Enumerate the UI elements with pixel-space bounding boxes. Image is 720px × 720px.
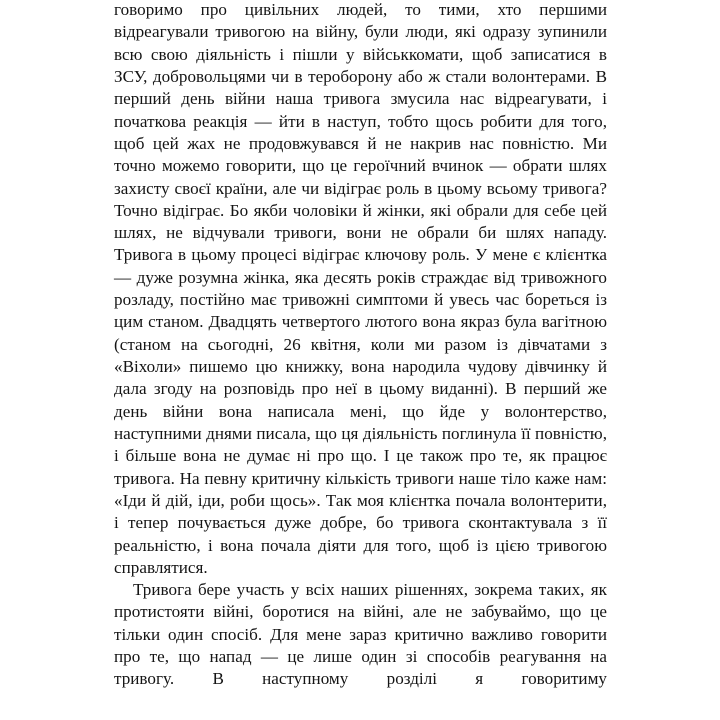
body-paragraph-continued: говоримо про цивільних людей, то тими, хто першими відреагували тривогою на війну, були люди, які одразу зупинили всю свою діяльність і пішли у військкомати, щоб записатися в ЗСУ, добровольцями чи в тероборону або ж стали волонтерами. В перший день війни наша тривога змусила нас відреагувати, і початкова реакція — йти в наступ, тобто щось робити для того, щоб цей жах не продовжувався й не накрив нас повністю. Ми точно можемо говорити, що це героїчний вчинок — обрати шлях захисту своєї країни, але чи відіграє роль в цьому всьому тривога? Точно відіграє. Бо якби чоловіки й жінки, які обрали для себе цей шлях, не відчували тривоги, вони не обрали би шлях нападу. Тривога в цьому процесі відіграє ключову роль. У мене є клієнтка — дуже розумна жінка, яка десять років страждає від тривожного розладу, постійно має тривожні симптоми й увесь час бореться із цим станом. Двадцять четвертого лютого вона якраз була вагітною (станом на сьогодні, 26 квітня, коли ми разом із дівчатами з «Віхоли» пишемо цю книжку, вона народила чудову дівчинку й дала згоду на розповідь про неї в цьому виданні). В перший же день війни вона написала мені, що йде у волонтерство, наступними днями писала, що ця діяльність поглинула її повністю, і більше вона не думає ні про що. І це також про те, як працює тривога. На певну критичну кількість тривоги наше тіло каже нам: «Іди й дій, іди, роби щось». Так моя клієнтка почала волонтерити, і тепер почувається дуже добре, бо тривога сконтактувала з її реальністю, і вона почала діяти для того, щоб із цією тривогою справлятися. bbox=[114, 0, 607, 577]
page-text-column bbox=[114, 0, 607, 691]
body-paragraph-new: Тривога бере участь у всіх наших рішеннях, зокрема таких, як протистояти війні, боротися на війні, але не забуваймо, що це тільки один спосіб. Для мене зараз критично важливо говорити про те, що напад — це лише один зі способів реагування на тривогу. В наступному розділі я говоритиму bbox=[114, 580, 607, 689]
